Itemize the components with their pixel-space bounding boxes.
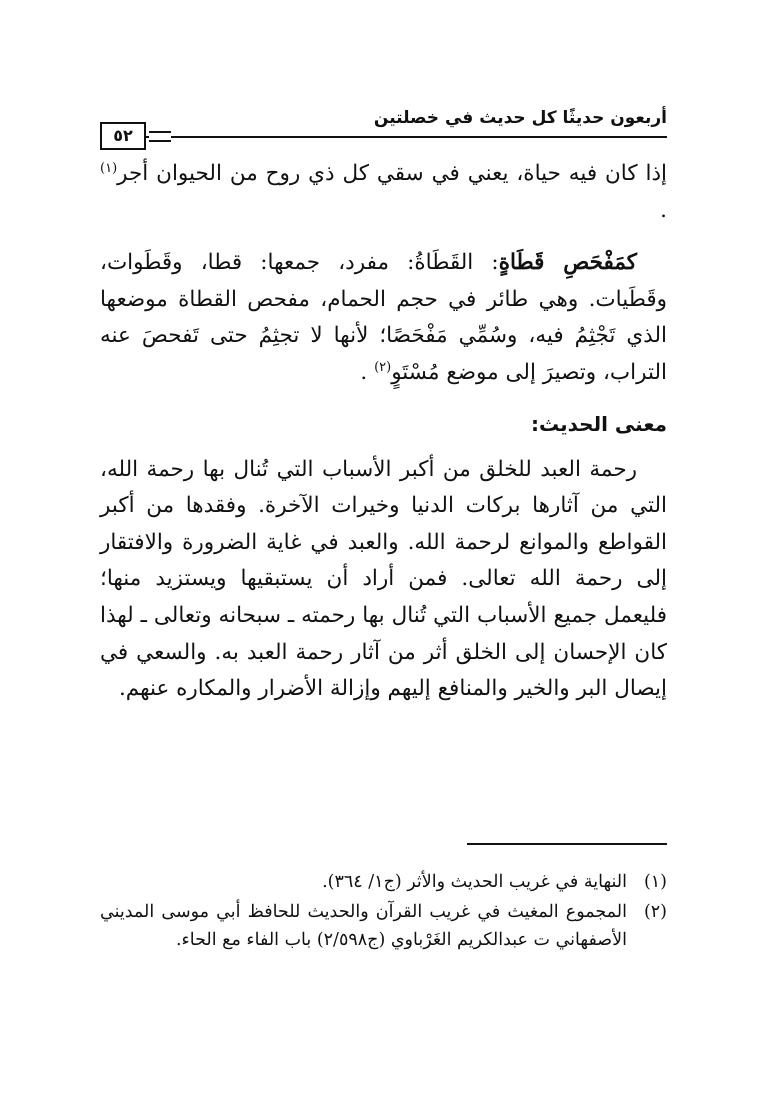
footnote-number: (١) — [643, 872, 667, 892]
running-title: أربعون حديثًا كل حديث في خصلتين — [373, 108, 667, 128]
footnote-number: (٢) — [643, 902, 667, 922]
page-number: ٥٢ — [100, 122, 146, 150]
footnote-text: المجموع المغيث في غريب القرآن والحديث للحافظ أبي موسى المديني الأصفهاني ت عبدالكريم الغَرْباوي (ج٢/٥٩٨) باب الفاء مع الحاء. — [100, 902, 627, 950]
definition-text: : القَطَاةُ: مفرد، جمعها: قطا، وقَطَوات، وقَطَيات. وهي طائر في حجم الحمام، مفحص القطاة موضعها الذي تَجْثِمُ فيه، وسُمِّي مَفْحَصًا؛ لأنها لا تجثِمُ حتى تَفحصَ عنه التراب، وتصيرَ إلى موضع مُسْتَوٍ — [100, 250, 667, 385]
section-heading: معنى الحديث: — [530, 411, 667, 436]
footnote-ref: (١) — [100, 160, 118, 176]
header-rule — [100, 136, 667, 138]
lemma-term: كمَفْحَصِ قَطَاةٍ — [498, 250, 637, 276]
footnote-item — [100, 898, 667, 954]
footnotes — [100, 868, 667, 956]
paragraph-end: . — [360, 359, 375, 385]
paragraph-definition — [100, 245, 667, 391]
page-header — [100, 102, 667, 146]
body-text — [100, 156, 667, 708]
footnote-item — [100, 868, 667, 896]
double-rule-ornament — [149, 131, 171, 142]
paragraph-text: إذا كان فيه حياة، يعني في سقي كل ذي روح من الحيوان أجر — [117, 161, 667, 186]
page-number-box — [100, 122, 171, 150]
paragraph-continuation — [100, 156, 667, 229]
footnote-rule — [467, 843, 667, 845]
paragraph-meaning: رحمة العبد للخلق من أكبر الأسباب التي تُنال بها رحمة الله، التي من آثارها بركات الدنيا وخيرات الآخرة. وفقدها من أكبر القواطع والموانع لرحمة الله. والعبد في غاية الضرورة والافتقار إلى رحمة الله تعالى. فمن أراد أن يستبقيها ويستزيد منها؛ فليعمل جميع الأسباب التي تُنال بها رحمته ـ سبحانه وتعالى ـ لهذا كان الإحسان إلى الخلق أثر من آثار رحمة العبد به. والسعي في إيصال البر والخير والمنافع إليهم وإزالة الأضرار والمكاره عنهم. — [100, 456, 667, 702]
footnote-ref: (٢) — [374, 359, 392, 375]
footnote-text: النهاية في غريب الحديث والأثر (ج١/ ٣٦٤). — [322, 872, 627, 892]
paragraph-end: . — [660, 197, 667, 223]
